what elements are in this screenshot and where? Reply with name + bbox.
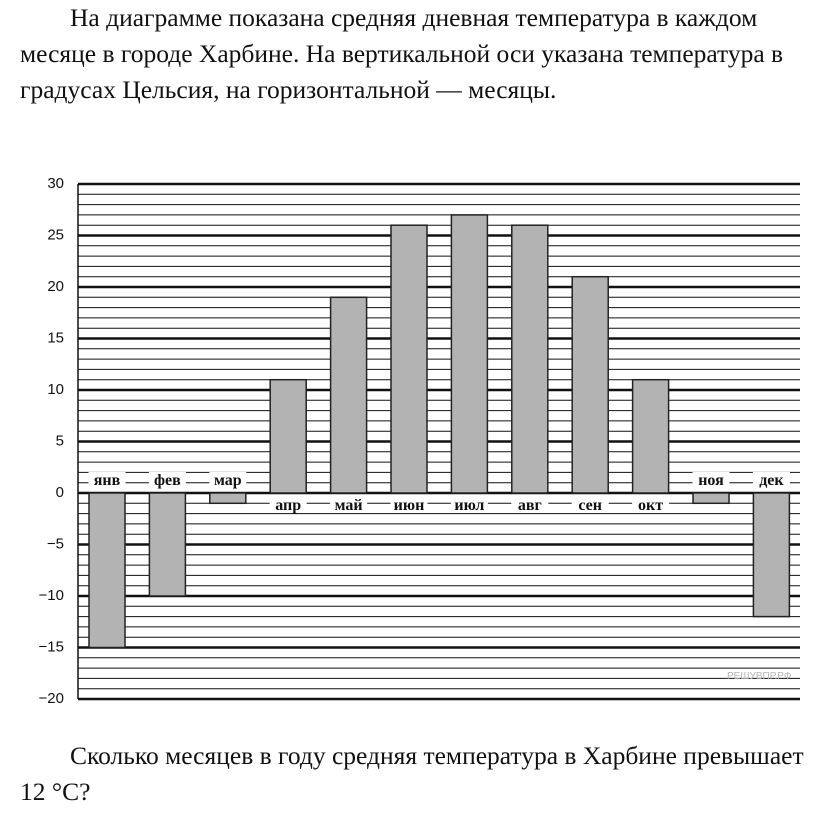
question-paragraph: Сколько месяцев в году средняя температура в Харбине превышает 12 °C? (20, 741, 804, 806)
y-tick-label: −15 (38, 638, 64, 656)
month-label: апр (275, 497, 302, 514)
y-tick-label: 0 (55, 484, 64, 501)
bar-11 (693, 493, 729, 503)
bar-5 (331, 297, 367, 493)
intro-paragraph: На диаграмме показана средняя дневная температура в каждом месяце в городе Харбине. На вертикальной оси указана температура в градусах Цельсия, на горизонтальной — месяцы. (20, 3, 784, 104)
y-tick-label: −20 (38, 690, 64, 707)
y-tick-label: 5 (55, 432, 64, 450)
bar-2 (149, 493, 185, 596)
bar-12 (753, 493, 789, 617)
month-label: янв (93, 472, 121, 489)
bar-8 (512, 225, 548, 493)
bar-10 (633, 380, 669, 493)
y-tick-label: 30 (47, 175, 64, 192)
y-tick-label: 15 (47, 329, 64, 347)
y-tick-label: −10 (38, 587, 64, 604)
month-label: мар (213, 472, 242, 489)
month-label: дек (759, 472, 784, 489)
month-label: май (334, 497, 363, 514)
bar-4 (270, 380, 306, 493)
y-tick-label: −5 (46, 535, 64, 553)
temperature-bar-chart (0, 160, 828, 720)
y-axis-ticks (39, 175, 64, 707)
watermark: РЕШУВПР.РФ (727, 671, 792, 682)
month-label: авг (517, 497, 542, 514)
y-tick-label: 10 (47, 381, 64, 398)
bar-3 (210, 493, 246, 503)
bar-9 (572, 277, 608, 493)
month-label: сен (578, 497, 603, 514)
month-label: июн (393, 497, 425, 514)
bar-7 (451, 215, 487, 493)
month-label: ноя (698, 472, 724, 489)
month-label: окт (638, 497, 664, 514)
bar-1 (89, 493, 125, 648)
chart-grid (78, 184, 800, 699)
month-label: фев (153, 472, 181, 489)
y-tick-label: 20 (47, 278, 64, 295)
bar-6 (391, 225, 427, 493)
y-tick-label: 25 (47, 226, 64, 244)
month-label: июл (454, 497, 485, 514)
